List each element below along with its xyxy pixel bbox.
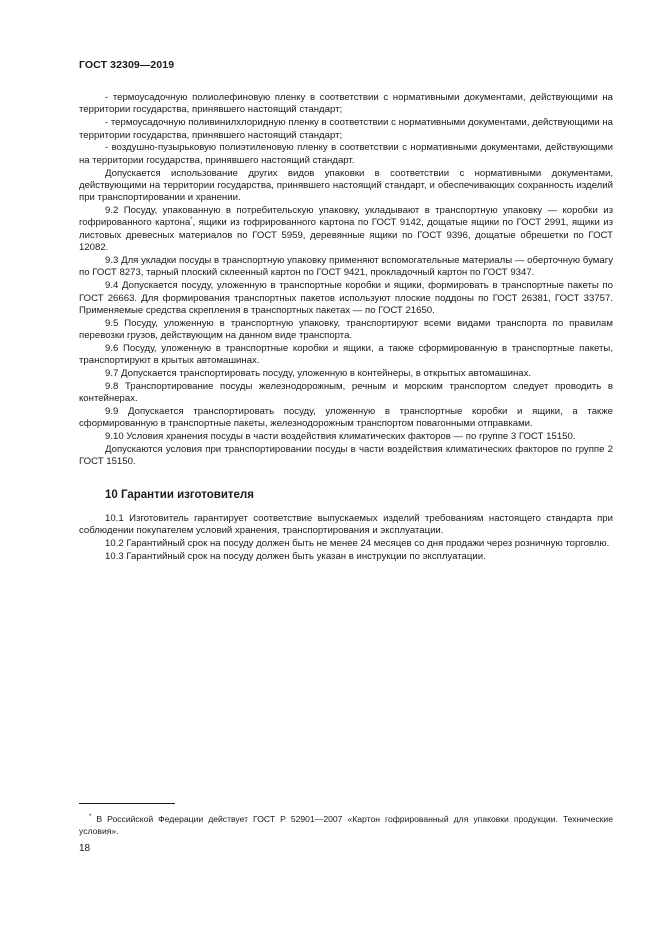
footnote-reference-mark: * [190, 217, 193, 224]
section-10-heading: 10 Гарантии изготовителя [105, 488, 254, 501]
clause-9-3: 9.3 Для укладки посуды в транспортную упаковку применяют вспомогательные материалы — оберточную бумагу по ГОСТ 8273, тарный плоский склеенный картон по ГОСТ 9421, прокладочный картон по ГОСТ 9347. [79, 254, 613, 279]
paragraph-other-packaging: Допускается использование других видов упаковки в соответствии с нормативными документами, действующими на территории государства, принявшего настоящий стандарт, и обеспечивающих сохранность изделий при транспортировании и хранении. [79, 167, 613, 204]
clause-9-2-text-start: 9.2 Посуду, упакованную в потребительскую упаковку, укладывают в транспортную упаковку — коробки из гофрированного картона [79, 205, 613, 229]
clause-9-10: 9.10 Условия хранения посуды в части воздействия климатических факторов — по группе 3 ГОСТ 15150. [105, 431, 576, 443]
clause-10-1: 10.1 Изготовитель гарантирует соответствие выпускаемых изделий требованиям настоящего стандарта при соблюдении покупателем условий хранения, транспортирования и эксплуатации. [79, 512, 613, 537]
page-number: 18 [79, 843, 91, 854]
clause-9-4: 9.4 Допускается посуду, уложенную в транспортные коробки и ящики, формировать в транспортные пакеты по ГОСТ 26663. Для формирования транспортных пакетов используют плоские поддоны по ГОСТ 26381, ГОСТ 33757. Применяемые средства скрепления в транспортных пакетах — по ГОСТ 21650. [79, 280, 613, 316]
paragraph-pvc-film: - термоусадочную поливинилхлоридную пленку в соответствии с нормативными документами, действующими на территории государства, принявшего настоящий стандарт; [79, 117, 613, 141]
paragraph-bubble-film: - воздушно-пузырьковую полиэтиленовую пленку в соответствии с нормативными документами, действующими на территории государства, принявшего настоящий стандарт. [79, 142, 613, 166]
footnote-text: В Российской Федерации действует ГОСТ Р 52901—2007 «Картон гофрированный для упаковки продукции. Технические условия». [79, 814, 613, 836]
clause-10-2: 10.2 Гарантийный срок на посуду должен быть не менее 24 месяцев со дня продажи через розничную торговлю. [105, 538, 610, 549]
footnote [79, 813, 613, 837]
clause-9-8: 9.8 Транспортирование посуды железнодорожным, речным и морским транспортом следует проводить в контейнерах. [79, 380, 613, 405]
clause-9-6: 9.6 Посуду, уложенную в транспортные коробки и ящики, а также сформированную в транспортные пакеты, транспортируют в крытых автомашинах. [79, 342, 613, 367]
clause-9-2 [79, 205, 613, 254]
clause-9-5: 9.5 Посуду, уложенную в транспортную упаковку, транспортируют всеми видами транспорта по правилам перевозки грузов, действующим на данном виде транспорта. [79, 317, 613, 342]
page-body [79, 92, 613, 564]
clause-10-3: 10.3 Гарантийный срок на посуду должен быть указан в инструкции по эксплуатации. [105, 550, 486, 562]
clause-9-9: 9.9 Допускается транспортировать посуду, уложенную в транспортные коробки и ящики, а также сформированную в транспортные пакеты, железнодорожным транспортом повагонными отправками. [79, 406, 613, 430]
document-header: ГОСТ 32309—2019 [79, 59, 175, 71]
paragraph-polyolefin-film: - термоусадочную полиолефиновую пленку в соответствии с нормативными документами, действующими на территории государства, принявшего настоящий стандарт; [79, 92, 613, 116]
clause-9-2-text-end: , ящики из гофрированного картона по ГОСТ 9142, дощатые ящики по ГОСТ 2991, ящики из листовых древесных материалов по ГОСТ 5959, деревянные ящики по ГОСТ 9396, дощатые обрешетки по ГОСТ 12082. [79, 217, 613, 254]
footnote-mark: * [89, 814, 92, 821]
footnote-divider [79, 803, 175, 804]
clause-9-7: 9.7 Допускается транспортировать посуду, уложенную в контейнеры, в открытых автомашинах. [105, 368, 532, 380]
paragraph-transport-climate: Допускаются условия при транспортировании посуды в части воздействия климатических факторов по группе 2 ГОСТ 15150. [79, 444, 613, 468]
